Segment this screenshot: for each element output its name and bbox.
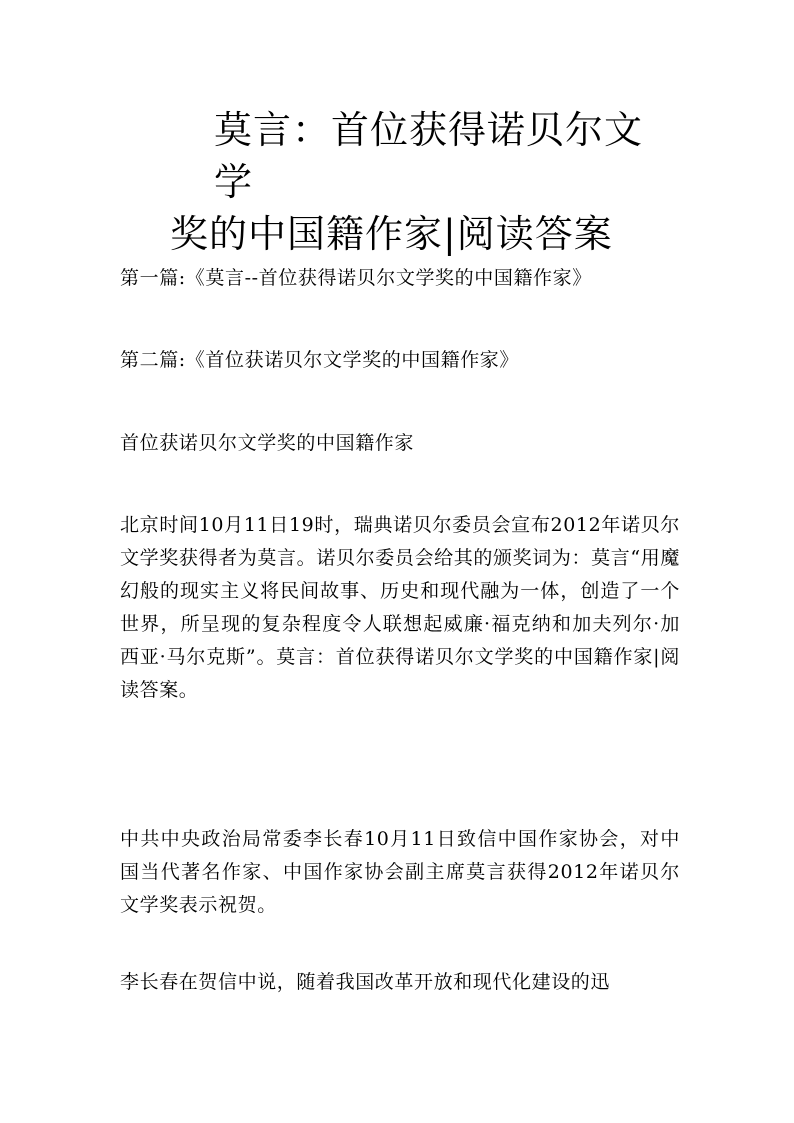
paragraph-letter: 李长春在贺信中说，随着我国改革开放和现代化建设的迅 [120,971,611,993]
section-heading: 首位获诺贝尔文学奖的中国籍作家 [120,432,415,454]
title-line-1: 莫言：首位获得诺贝尔文学 [214,108,644,204]
paragraph-part-two: 第二篇:《首位获诺贝尔文学奖的中国籍作家》 [120,349,520,371]
document-title [170,104,670,260]
paragraph-announcement: 北京时间10月11日19时，瑞典诺贝尔委员会宣布2012年诺贝尔文学奖获得者为莫言。诺贝尔委员会给其的颁奖词为：莫言“用魔幻般的现实主义将民间故事、历史和现代融为一体，创造了一个世界，所呈现的复杂程度令人联想起威廉·福克纳和加夫列尔·加西亚·马尔克斯”。莫言：首位获得诺贝尔文学奖的中国籍作家|阅读答案。 [120,514,680,701]
paragraph-congratulation: 中共中央政治局常委李长春10月11日致信中国作家协会，对中国当代著名作家、中国作家协会副主席莫言获得2012年诺贝尔文学奖表示祝贺。 [120,828,680,916]
paragraph-part-one: 第一篇:《莫言--首位获得诺贝尔文学奖的中国籍作家》 [120,267,592,289]
title-line-2: 奖的中国籍作家|阅读答案 [170,212,613,256]
